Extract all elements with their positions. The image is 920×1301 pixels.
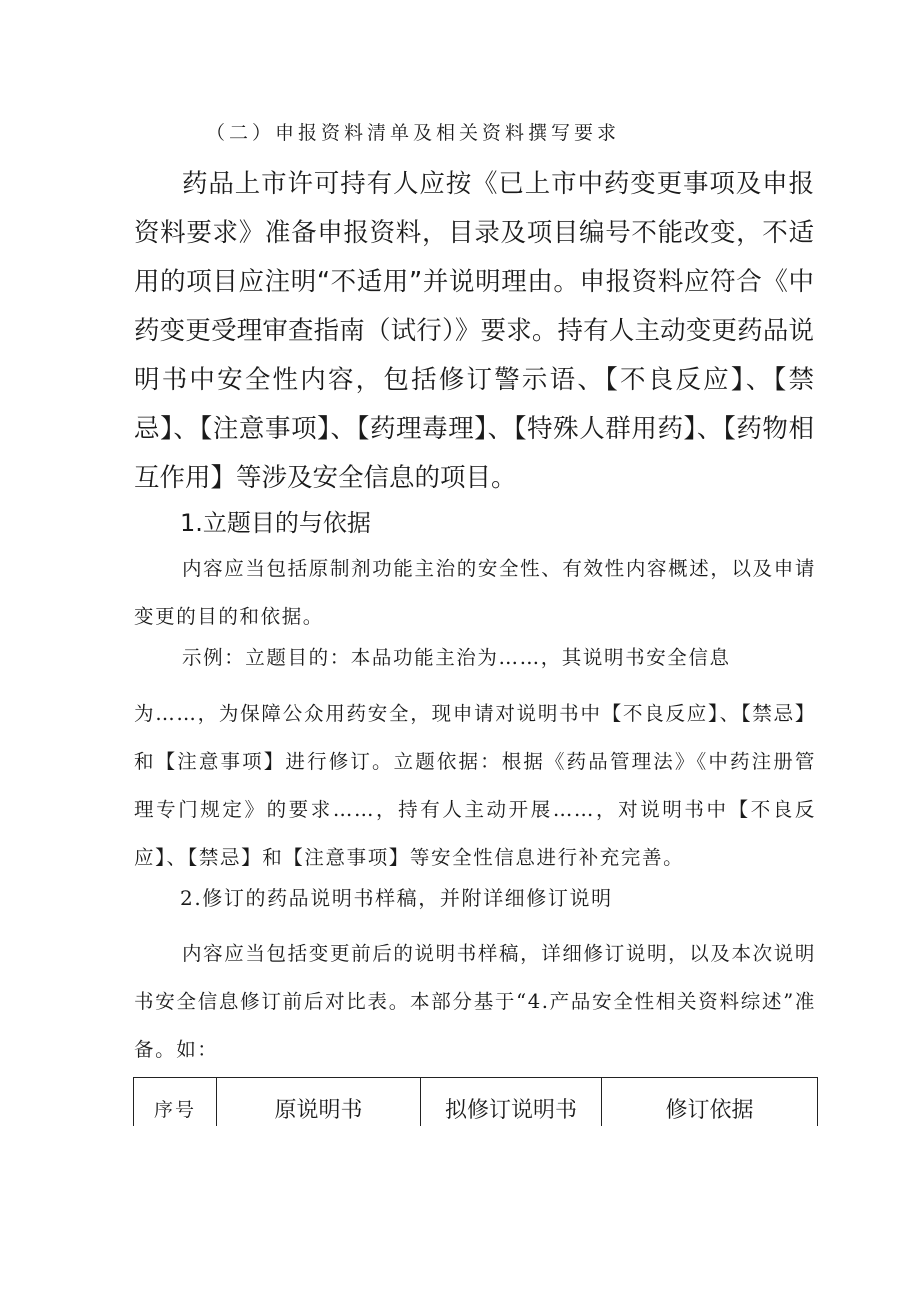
col-header-seq: 序号 <box>134 1078 217 1139</box>
item2-heading: 2.修订的药品说明书样稿，并附详细修订说明 <box>180 886 613 910</box>
page-bottom-blank <box>130 1126 822 1166</box>
col-header-original: 原说明书 <box>217 1078 421 1139</box>
item1-example-continued: 为……，为保障公众用药安全，现申请对说明书中【不良反应】、【禁忌】和【注意事项】进行修订。立题依据：根据《药品管理法》《中药注册管理专门规定》的要求……，持有人主动开展……，对说明书中【不良反应】、【禁忌】和【注意事项】等安全性信息进行补充完善。 <box>134 702 816 869</box>
item1-paragraph: 内容应当包括原制剂功能主治的安全性、有效性内容概述，以及申请变更的目的和依据。 <box>134 557 816 628</box>
col-header-revised: 拟修订说明书 <box>421 1078 602 1139</box>
item2-paragraph: 内容应当包括变更前后的说明书样稿，详细修订说明，以及本次说明书安全信息修订前后对比表。本部分基于“4.产品安全性相关资料综述”准备。如： <box>134 942 816 1061</box>
item1-example-line1: 示例：立题目的：本品功能主治为……，其说明书安全信息 <box>182 646 731 669</box>
item1-heading: 1.立题目的与依据 <box>180 509 371 537</box>
section-heading: （二）申报资料清单及相关资料撰写要求 <box>206 122 621 144</box>
intro-paragraph: 药品上市许可持有人应按《已上市中药变更事项及申报资料要求》准备申报资料，目录及项目编号不能改变，不适用的项目应注明“不适用”并说明理由。申报资料应符合《中药变更受理审查指南（试行）》要求。持有人主动变更药品说明书中安全性内容，包括修订警示语、【不良反应】、【禁忌】、【注意事项】、【药理毒理】、【特殊人群用药】、【药物相互作用】等涉及安全信息的项目。 <box>134 169 814 493</box>
col-header-basis: 修订依据 <box>602 1078 818 1139</box>
